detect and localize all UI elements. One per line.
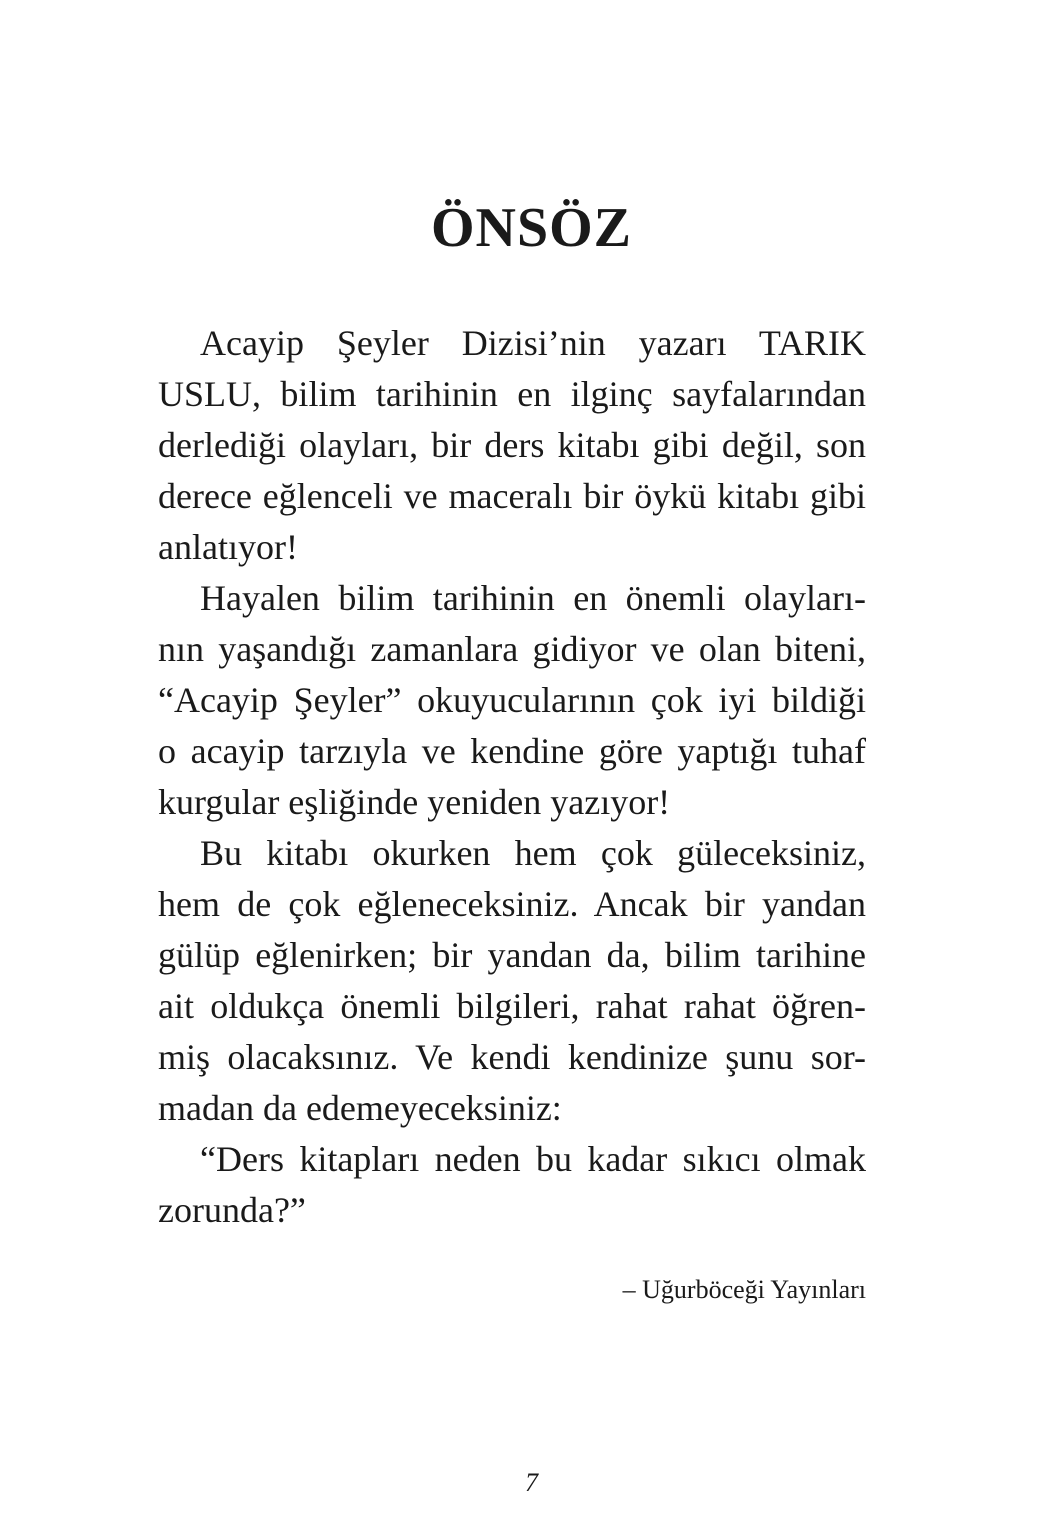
paragraph-3 [158,828,866,1134]
paragraph-1 [158,318,866,573]
text-line: o acayip tarzıyla ve kendine göre yaptığı tuhaf [158,731,866,771]
text-line: ait oldukça önemli bilgileri, rahat rahat öğren- [158,986,866,1026]
text-line: kurgular eşliğinde yeniden yazıyor! [158,782,671,822]
text-line: derece eğlenceli ve maceralı bir öykü kitabı gibi [158,476,866,516]
page-number: 7 [525,1468,538,1497]
text-line: madan da edemeyeceksiniz: [158,1088,562,1128]
text-line: derlediği olayları, bir ders kitabı gibi değil, son [158,425,866,465]
text-line: Hayalen bilim tarihinin en önemli olayları- [200,578,866,618]
text-line: Bu kitabı okurken hem çok güleceksiniz, [200,833,866,873]
text-line: gülüp eğlenirken; bir yandan da, bilim tarihine [158,935,866,975]
publisher-signature: – Uğurböceği Yayınları [622,1275,866,1304]
text-line: USLU, bilim tarihinin en ilginç sayfalarından [158,374,866,414]
paragraph-4 [158,1134,866,1236]
text-line: “Ders kitapları neden bu kadar sıkıcı olmak [200,1139,866,1179]
text-line: zorunda?” [158,1190,306,1230]
preface-body [158,318,866,1236]
text-line: hem de çok eğleneceksiniz. Ancak bir yandan [158,884,866,924]
text-line: “Acayip Şeyler” okuyucularının çok iyi bildiği [158,680,866,720]
text-line: Acayip Şeyler Dizisi’nin yazarı TARIK [200,323,866,363]
paragraph-2 [158,573,866,828]
page-title: ÖNSÖZ [430,197,633,259]
text-line: anlatıyor! [158,527,298,567]
text-line: nın yaşandığı zamanlara gidiyor ve olan biteni, [158,629,866,669]
text-line: miş olacaksınız. Ve kendi kendinize şunu sor- [158,1037,866,1077]
